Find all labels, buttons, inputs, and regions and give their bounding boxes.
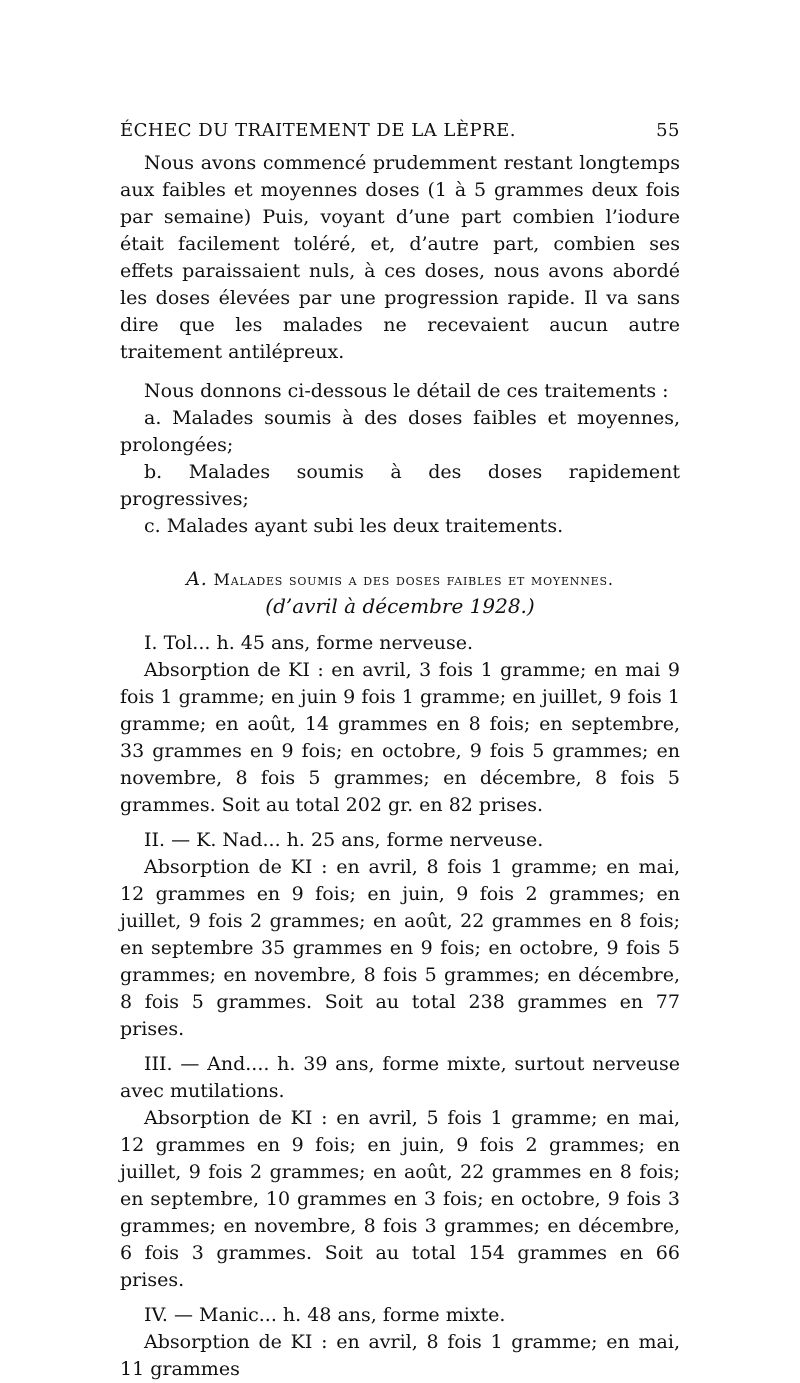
page-number: 55 [656,120,680,141]
running-title: ÉCHEC DU TRAITEMENT DE LA LÈPRE. [120,120,517,141]
list-item-c: c. Malades ayant subi les deux traitements. [144,515,564,537]
case-body: Absorption de KI : en avril, 8 fois 1 gramme; en mai, 12 grammes en 9 fois; en juin, 9 fois 2 grammes; en juillet, 9 fois 2 grammes; en août, 22 grammes en 8 fois; en septembre 35 grammes en 9 fois; en octobre, 9 fois 5 grammes; en novembre, 8 fois 5 grammes; en décembre, 8 fois 5 grammes. Soit au total 238 grammes en 77 prises. [120,856,680,1040]
running-header [120,120,680,141]
case-title: III. — And.... h. 39 ans, forme mixte, surtout nerveuse avec mutilations. [120,1053,680,1102]
intro-paragraph: Nous avons commencé prudemment restant longtemps aux faibles et moyennes doses (1 à 5 grammes deux fois par semaine) Puis, voyant d’une part combien l’iodure était facilement toléré, et, d’autre part, combien ses effets paraissaient nuls, à ces doses, nous avons abordé les doses élevées par une progression rapide. Il va sans dire que les malades ne recevaient aucun autre traitement antilépreux. [120,152,680,363]
section-title: Malades soumis a des doses faibles et moyennes. [213,570,614,589]
section-letter: A. [186,568,208,590]
case-title: IV. — Manic... h. 48 ans, forme mixte. [144,1304,506,1326]
case-body: Absorption de KI : en avril, 5 fois 1 gramme; en mai, 12 grammes en 9 fois; en juin, 9 fois 2 grammes; en juillet, 9 fois 2 grammes; en août, 22 grammes en 8 fois; en septembre, 10 grammes en 3 fois; en octobre, 9 fois 3 grammes; en novembre, 8 fois 3 grammes; en décembre, 6 fois 3 grammes. Soit au total 154 grammes en 66 prises. [120,1107,680,1291]
case-entry [120,1051,680,1294]
intro-details-line: Nous donnons ci-dessous le détail de ces traitements : [144,380,669,402]
section-heading [120,566,680,593]
case-body: Absorption de KI : en avril, 8 fois 1 gramme; en mai, 11 grammes [120,1331,680,1380]
section-dates: (d’avril à décembre 1928.) [265,594,535,618]
case-title: II. — K. Nad... h. 25 ans, forme nerveuse. [144,829,544,851]
list-item-b: b. Malades soumis à des doses rapidement progressives; [120,461,680,510]
case-entry [120,827,680,1043]
case-entry [120,630,680,819]
case-body: Absorption de KI : en avril, 3 fois 1 gramme; en mai 9 fois 1 gramme; en juin 9 fois 1 gramme; en juillet, 9 fois 1 gramme; en août, 14 grammes en 8 fois; en septembre, 33 grammes en 9 fois; en octobre, 9 fois 5 grammes; en novembre, 8 fois 5 grammes; en décembre, 8 fois 5 grammes. Soit au total 202 gr. en 82 prises. [120,659,680,816]
page-body [120,150,680,1383]
case-title: I. Tol... h. 45 ans, forme nerveuse. [144,632,474,654]
list-item-a: a. Malades soumis à des doses faibles et moyennes, prolongées; [120,407,680,456]
case-entry [120,1302,680,1383]
